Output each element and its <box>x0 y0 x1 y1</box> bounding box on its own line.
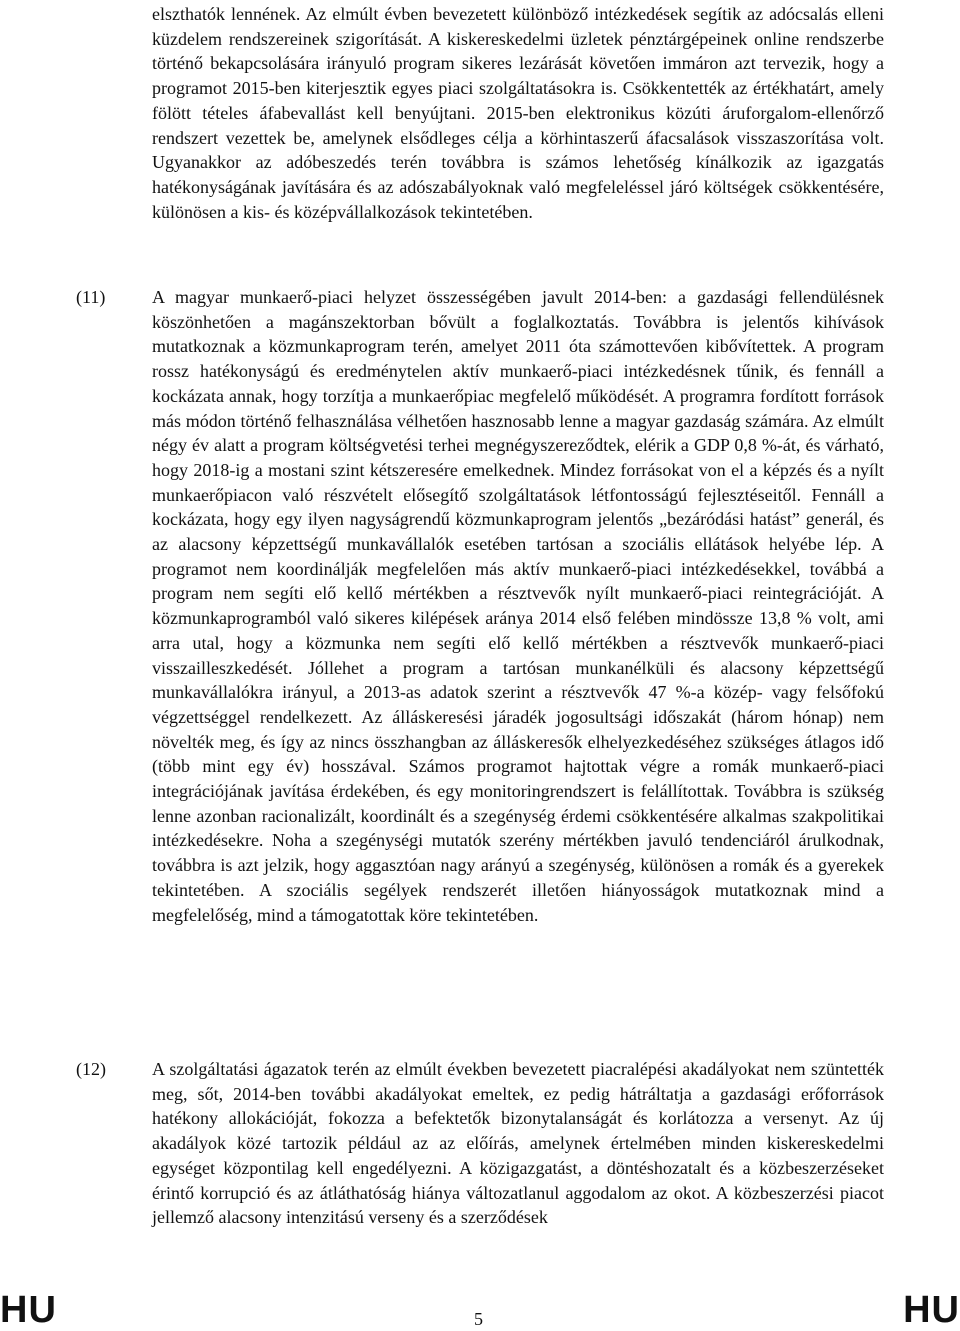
paragraph-number-12: (12) <box>76 1059 106 1079</box>
paragraph-12: A szolgáltatási ágazatok terén az elmúlt években bevezetett piacralépési akadályokat nem szüntették meg, sőt, 2014-ben további akadályokat emeltek, ez pedig hátráltatja a gazdasági erőforrások hatékony allokációját, fokozza a befektetők bizonytalanságát és korlátozza a versenyt. Az új akadályok közé tartozik például az az előírás, amelynek értelmében minden kiskereskedelmi egységet központilag kell engedélyezni. A közigazgatást, a döntéshozatalt és a közbeszerzéseket érintő korrupció és az átláthatóság hiánya változatlanul aggodalom az okot. A közbeszerzési piacot jellemző alacsony intenzitású verseny és a szerződések <box>152 1059 884 1228</box>
footer-language-code-right: HU <box>903 1289 960 1331</box>
continued-paragraph: elszthatók lennének. Az elmúlt évben bevezetett különböző intézkedések segítik az adócsalás elleni küzdelem rendszereinek szigorítását. A kiskereskedelmi üzletek pénztárgépeinek online rendszerbe történő bekapcsolására irányuló program sikeres lezárását követően immáron azt tervezik, hogy a programot 2015-ben kiterjesztik egyes piaci szolgáltatásokra is. Csökkentették az értékhatárt, amely fölött tételes áfabevallást kell benyújtani. 2015-ben elektronikus közúti áruforgalom-ellenőrző rendszert vezettek be, amelynek elsődleges célja a körhintaszerű áfacsalások visszaszorítása volt. Ugyanakkor az adóbeszedés terén továbbra is számos lehetőség kínálkozik az igazgatás hatékonyságának javítására és az adószabályoknak való megfeleléssel járó költségek csökkentésére, különösen a kis- és középvállalkozások tekintetében. <box>152 4 884 222</box>
footer-language-code-left: HU <box>0 1289 57 1331</box>
paragraph-number-11: (11) <box>76 287 106 307</box>
paragraph-11: A magyar munkaerő-piaci helyzet összességében javult 2014-ben: a gazdasági fellendülésnek köszönhetően a magánszektorban bővült a foglalkoztatás. Továbbra is jelentős kihívások mutatkoznak a közmunkaprogram terén, amelyet 2011 óta számottevően kibővítettek. A program rossz hatékonyságú és eredménytelen aktív munkaerő-piaci intézkedésnek tűnik, és fennáll a kockázata annak, hogy torzítja a munkaerőpiac megfelelő működését. A programra fordított források más módon történő felhasználása vélhetően hasznosabb lenne a magyar gazdaság számára. Az elmúlt négy év alatt a program költségvetési terhei megnégyszereződtek, elérik a GDP 0,8 %-át, és várható, hogy 2018-ig a mostani szint kétszeresére emelkednek. Mindez forrásokat von el a képzés és a nyílt munkaerőpiacon való részvételt elősegítő szolgáltatások létfontosságú fejlesztéseitől. Fennáll a kockázata, hogy egy ilyen nagyságrendű közmunkaprogram jelentős „bezáródási hatást” generál, és az alacsony képzettségű munkavállalók esetében tartósan a szociális ellátások helyébe lép. A programot nem koordinálják megfelelően más aktív munkaerő-piaci intézkedésekkel, továbbá a program nem segíti elő kellő mértékben a résztvevők nyílt munkaerő-piaci reintegrációját. A közmunkaprogramból való sikeres kilépések aránya 2014 első felében mindössze 13,8 % volt, ami arra utal, hogy a közmunka nem segíti elő kellő mértékben a résztvevők munkaerő-piaci visszailleszkedését. Jóllehet a program a tartósan munkanélküli és alacsony képzettségű munkavállalókra irányul, a 2013-as adatok szerint a résztvevők 47 %-a közép- vagy felsőfokú végzettséggel rendelkezett. Az álláskeresési járadék jogosultsági időszakát (három hónap) nem növelték meg, és így az nincs összhangban az álláskeresők elhelyezkedéséhez szükséges átlagos idő (több mint egy év) hosszával. Számos programot hajtottak végre a romák munkaerő-piaci integrációjának javítása érdekében, és egy monitoringrendszert is felállítottak. Továbbra is szükség lenne azonban racionalizált, koordinált és a szegénység érdemi csökkentésére alkalmas szakpolitikai intézkedésekre. Noha a szegénységi mutatók szerény mértékben javuló tendenciáról árulkodnak, továbbra is azt jelzik, hogy aggasztóan nagy arányú a szegénység, különösen a romák és a gyerekek tekintetében. A szociális segélyek rendszerét illetően hiányosságok mutatkoznak mind a megfelelőség, mind a támogatottak köre tekintetében. <box>152 287 884 925</box>
page-number: 5 <box>474 1309 483 1329</box>
